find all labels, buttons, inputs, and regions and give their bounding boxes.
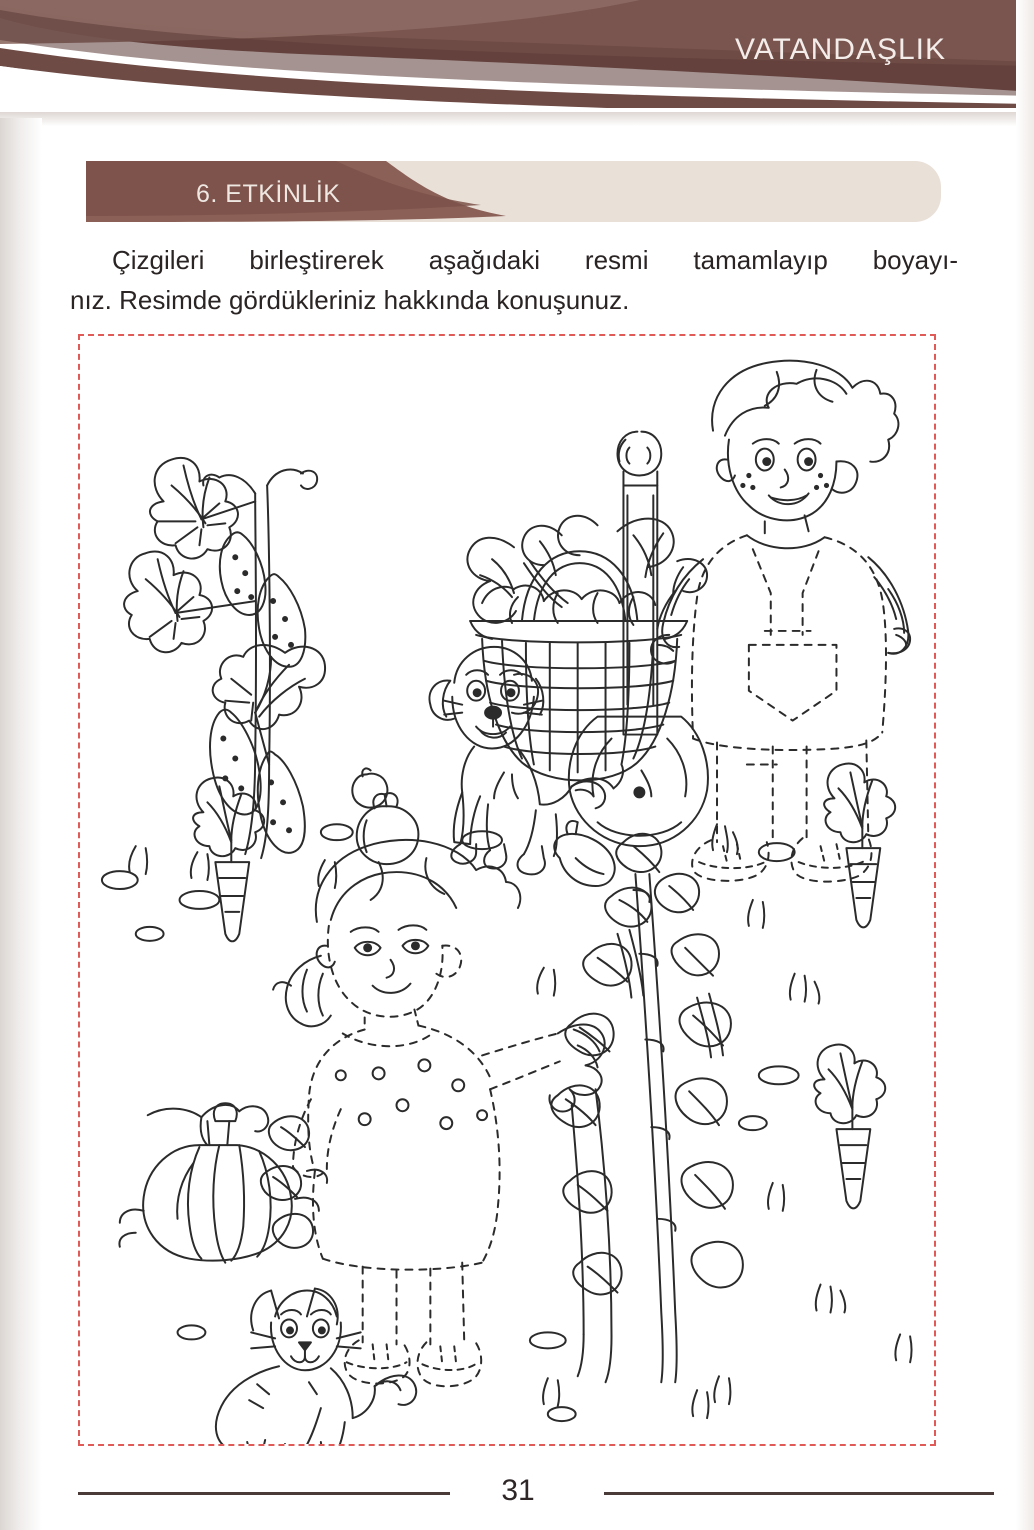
page-number: 31 (501, 1474, 535, 1507)
header-title: VATANDAŞLIK (734, 33, 946, 66)
page-header-band (0, 0, 1034, 120)
cat (216, 1289, 416, 1444)
bean-plant (551, 834, 743, 1382)
page-right-edge (1016, 0, 1034, 1530)
worksheet-dashed-frame (78, 334, 936, 1446)
footer-rule-right (604, 1492, 994, 1495)
page-footer (0, 1470, 1034, 1516)
instruction-line-1: Çizgileri birleştirerek aşağıdaki resmi tamamlayıp boyayı- (112, 245, 958, 275)
footer-rule-left (78, 1492, 450, 1495)
connect-the-dots-drawing (80, 336, 934, 1444)
shovel (569, 432, 708, 847)
grass-tufts (129, 824, 912, 1418)
carrot-plant-right-lower (814, 1045, 885, 1209)
vegetable-basket (467, 516, 707, 799)
tomato-on-ground (357, 793, 419, 864)
boy-with-shovel-figure (651, 361, 910, 882)
cucumber-plant (124, 458, 325, 858)
activity-label: 6. ETKİNLİK (196, 180, 341, 208)
instruction-text (70, 240, 960, 320)
pepper-on-ground (554, 821, 614, 886)
instruction-line-2: nız. Resimde gördükleriniz hakkında konuşunuz. (70, 285, 630, 315)
ground-stones (102, 824, 799, 1444)
page-spine-shadow (0, 118, 42, 1530)
carrot-plant-right-upper (824, 764, 895, 928)
pumpkin (119, 1103, 327, 1262)
small-tomato-right (352, 768, 387, 807)
page-top-edge-shadow (0, 112, 1034, 126)
